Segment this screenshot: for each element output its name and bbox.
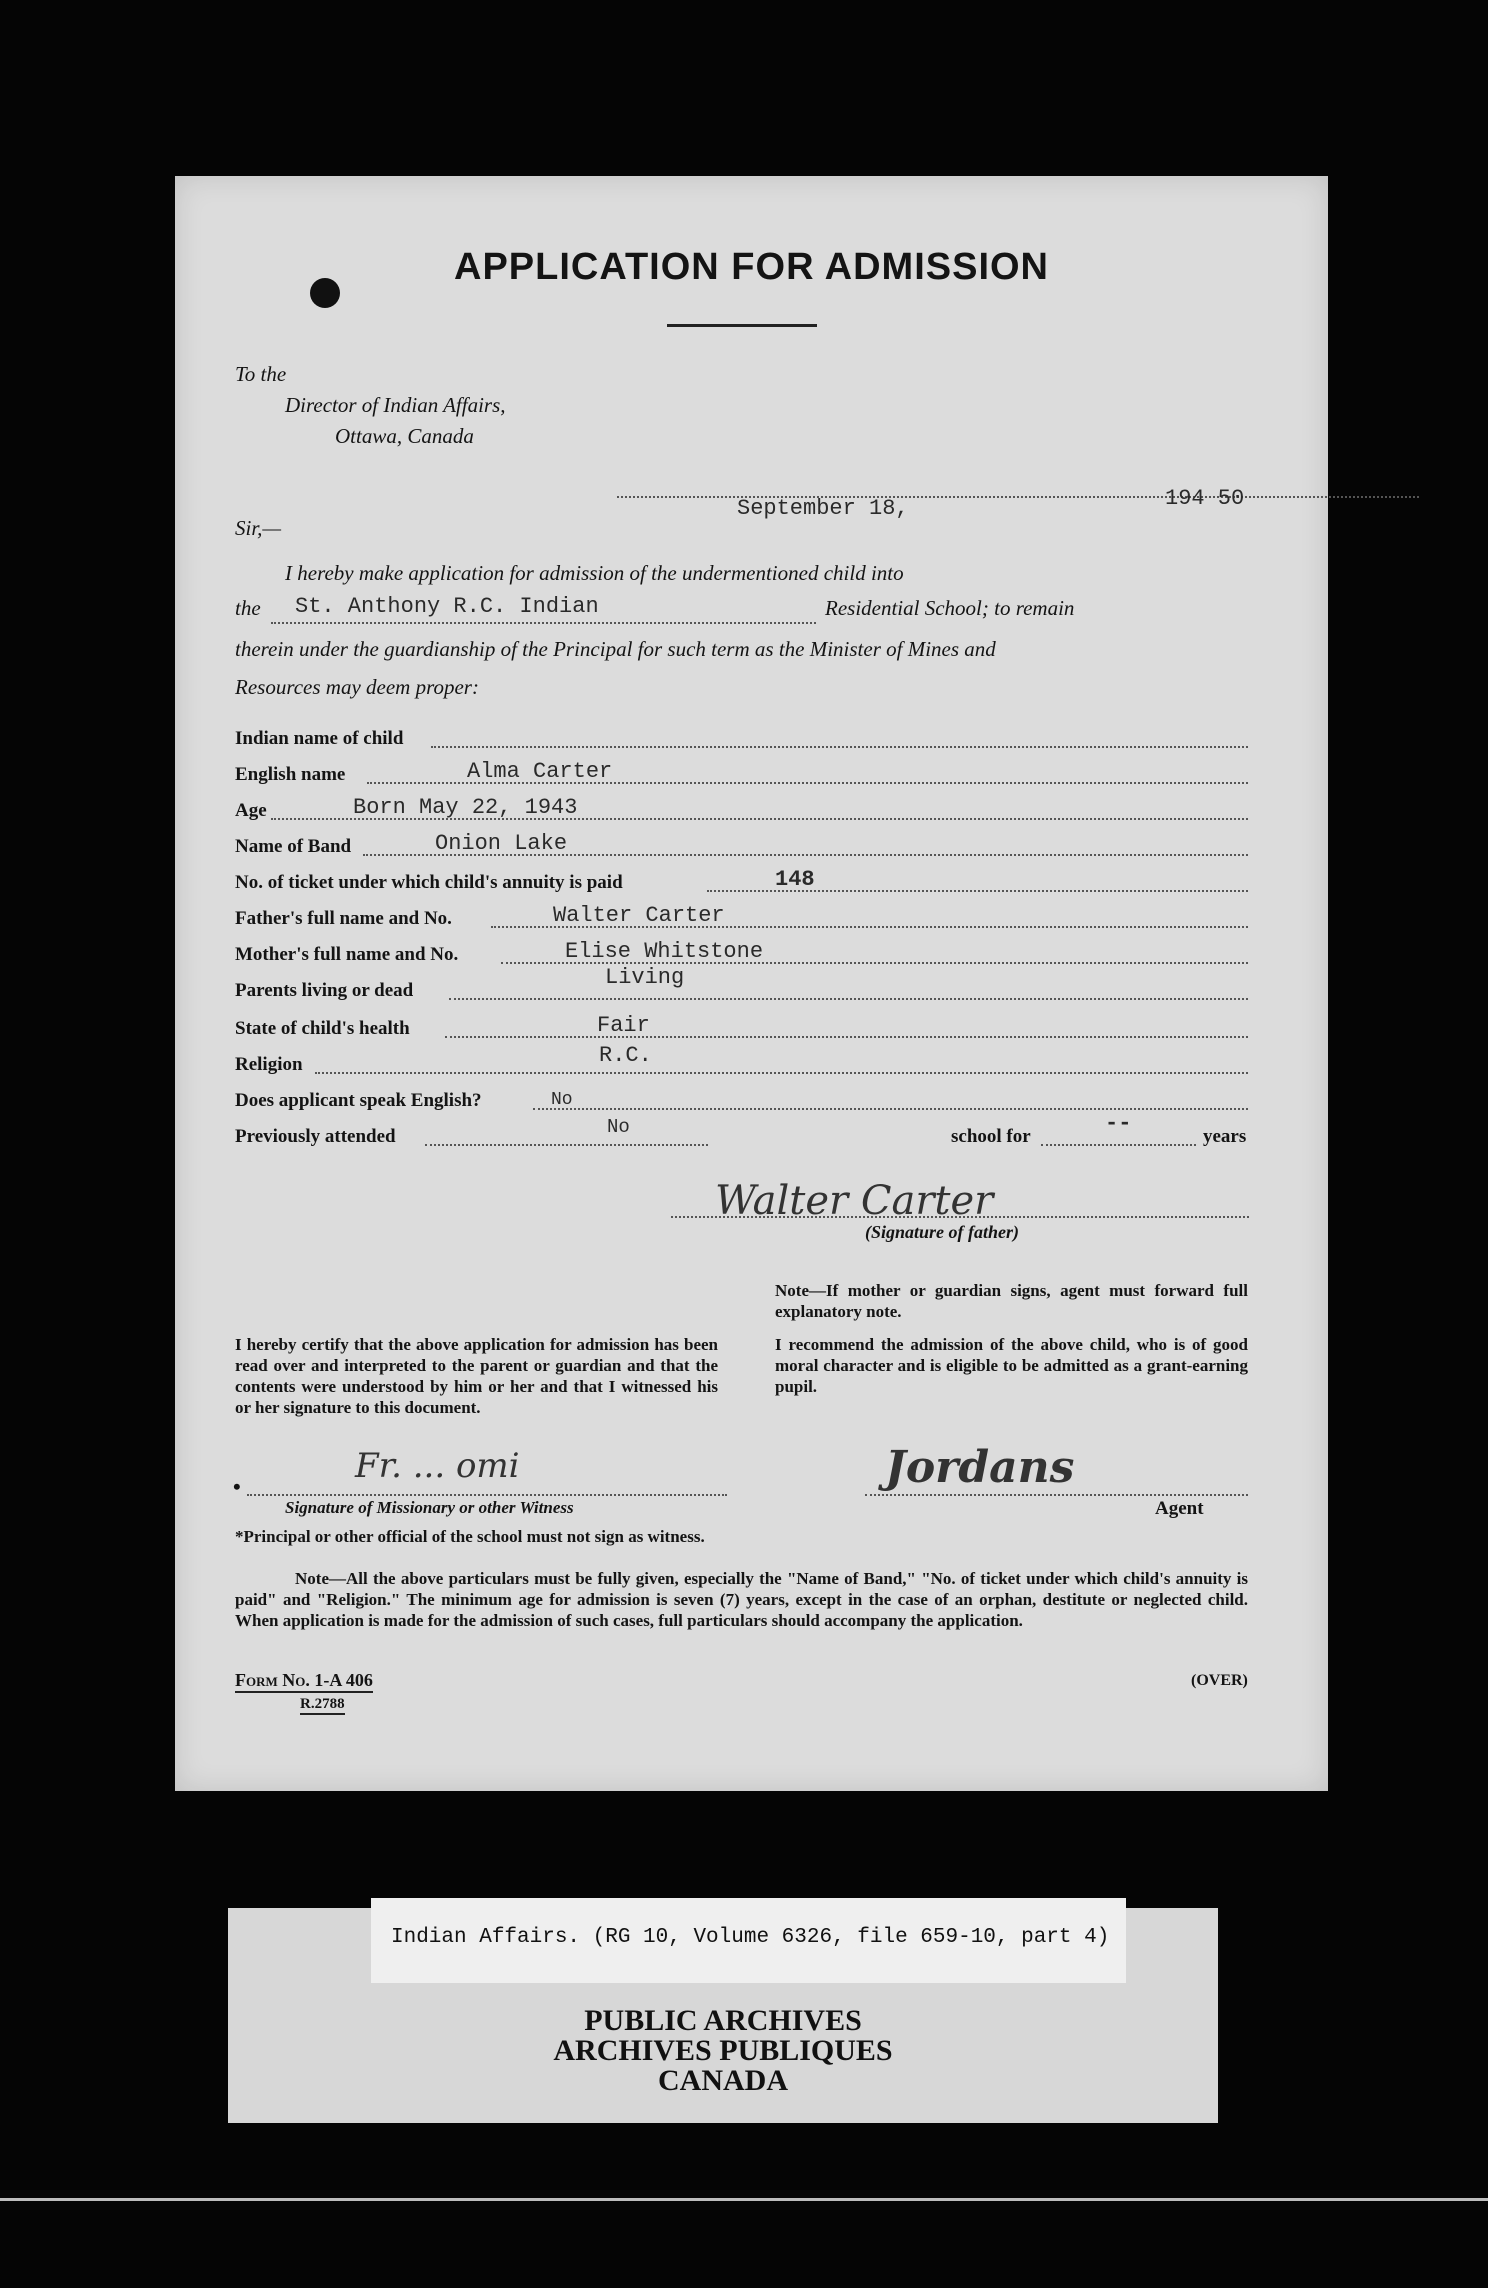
final-note: Note—All the above particulars must be fully given, especially the "Name of Band," "No. of ticket under which child's annuity is paid" and "Religion." The minimum age for admission is seven (7) years, except in the case of an orphan, destitute or neglected child. When application is made for the admission of such cases, full particulars should accompany the application.	[235, 1569, 1248, 1630]
school-name: St. Anthony R.C. Indian	[295, 594, 599, 619]
field-label: Name of Band	[235, 836, 352, 857]
archive-reference-card	[371, 1898, 1126, 1983]
witness-signature: Fr. ... omi	[355, 1446, 520, 1486]
field-religion	[235, 1043, 1248, 1078]
intro-line-4: Resources may deem proper:	[235, 675, 479, 699]
father-signature-line	[671, 1216, 1249, 1218]
field-english-name	[235, 758, 1248, 788]
field-father	[235, 902, 1248, 932]
years-label: years	[1203, 1126, 1247, 1147]
form-ref: R.2788	[300, 1696, 345, 1715]
field-label: Indian name of child	[235, 728, 404, 749]
father-signature-caption: (Signature of father)	[865, 1222, 1020, 1242]
witness-asterisk: •	[233, 1474, 241, 1499]
field-label: English name	[235, 764, 346, 785]
witness-caption: Signature of Missionary or other Witness	[285, 1498, 574, 1517]
field-ticket	[235, 866, 1248, 896]
field-value: Elise Whitstone	[565, 939, 764, 964]
school-for-label: school for	[951, 1126, 1031, 1147]
agent-line	[865, 1494, 1248, 1496]
frame-baseline	[0, 2198, 1488, 2201]
witness-line	[247, 1494, 727, 1496]
agent-label: Agent	[1155, 1498, 1204, 1519]
field-value: Onion Lake	[435, 831, 568, 856]
field-label: Father's full name and No.	[235, 908, 452, 929]
intro-line-3: therein under the guardianship of the Principal for such term as the Minister of Mines and	[235, 637, 996, 661]
intro-line-1: I hereby make application for admission of the undermentioned child into	[285, 561, 904, 585]
field-value: R.C.	[599, 1043, 652, 1068]
certify-text: I hereby certify that the above application for admission has been read over and interpreted to the parent or guardian and that the contents were understood by him or her and that I witnessed his or her signature to this document.	[235, 1335, 718, 1417]
school-line	[271, 622, 816, 624]
form-number: Form No. 1-A 406	[235, 1670, 373, 1693]
to-line-2: Director of Indian Affairs,	[285, 393, 506, 417]
field-mother	[235, 938, 1248, 968]
date-value: September 18,	[737, 496, 909, 521]
form-title: APPLICATION FOR ADMISSION	[454, 246, 1049, 288]
field-value: Alma Carter	[467, 759, 613, 784]
to-line-1: To the	[235, 362, 287, 386]
field-label: State of child's health	[235, 1018, 410, 1039]
field-age	[235, 794, 1248, 824]
field-value: No	[607, 1116, 630, 1138]
field-indian-name	[235, 722, 1248, 752]
father-signature: Walter Carter	[715, 1178, 994, 1224]
archive-label-strip	[228, 1908, 1218, 2123]
field-band	[235, 830, 1248, 860]
field-label: Parents living or dead	[235, 980, 414, 1001]
application-form-page	[175, 176, 1328, 1791]
field-value: Walter Carter	[553, 903, 725, 928]
field-value: Born May 22, 1943	[353, 795, 578, 820]
intro-the: the	[235, 596, 261, 620]
field-previously-attended	[235, 1111, 1248, 1150]
field-value: Living	[605, 965, 685, 990]
field-health	[235, 1012, 1248, 1042]
field-value: 148	[775, 867, 815, 892]
school-for-value: --	[1105, 1111, 1132, 1136]
to-line-3: Ottawa, Canada	[335, 424, 474, 448]
field-label: Previously attended	[235, 1126, 396, 1147]
field-english	[235, 1084, 1248, 1114]
guardian-note: Note—If mother or guardian signs, agent must forward full explanatory note.	[775, 1281, 1248, 1321]
field-label: No. of ticket under which child's annuity is paid	[235, 872, 623, 893]
field-parents	[235, 965, 1248, 1004]
archive-stamp-line-1: PUBLIC ARCHIVES	[584, 2004, 862, 2037]
archive-stamp-line-3: CANADA	[658, 2064, 788, 2097]
field-label: Mother's full name and No.	[235, 944, 459, 965]
salutation: Sir,—	[235, 516, 282, 540]
field-label: Age	[235, 800, 267, 821]
over-label: (OVER)	[1191, 1672, 1248, 1689]
field-label: Religion	[235, 1054, 303, 1075]
title-underline	[667, 324, 817, 327]
year-value: 194 50	[1165, 486, 1245, 511]
archive-reference: Indian Affairs. (RG 10, Volume 6326, file 659-10, part 4)	[391, 1926, 1110, 1949]
recommend-text: I recommend the admission of the above child, who is of good moral character and is eligible to be admitted as a grant-earning pupil.	[775, 1335, 1248, 1396]
witness-note: *Principal or other official of the school must not sign as witness.	[235, 1527, 705, 1546]
agent-signature: Jordans	[885, 1442, 1075, 1493]
field-value: Fair	[597, 1013, 650, 1038]
field-label: Does applicant speak English?	[235, 1090, 482, 1111]
intro-line-2: Residential School; to remain	[825, 596, 1075, 620]
archive-stamp-line-2: ARCHIVES PUBLIQUES	[553, 2034, 893, 2067]
field-value: No	[551, 1090, 573, 1110]
